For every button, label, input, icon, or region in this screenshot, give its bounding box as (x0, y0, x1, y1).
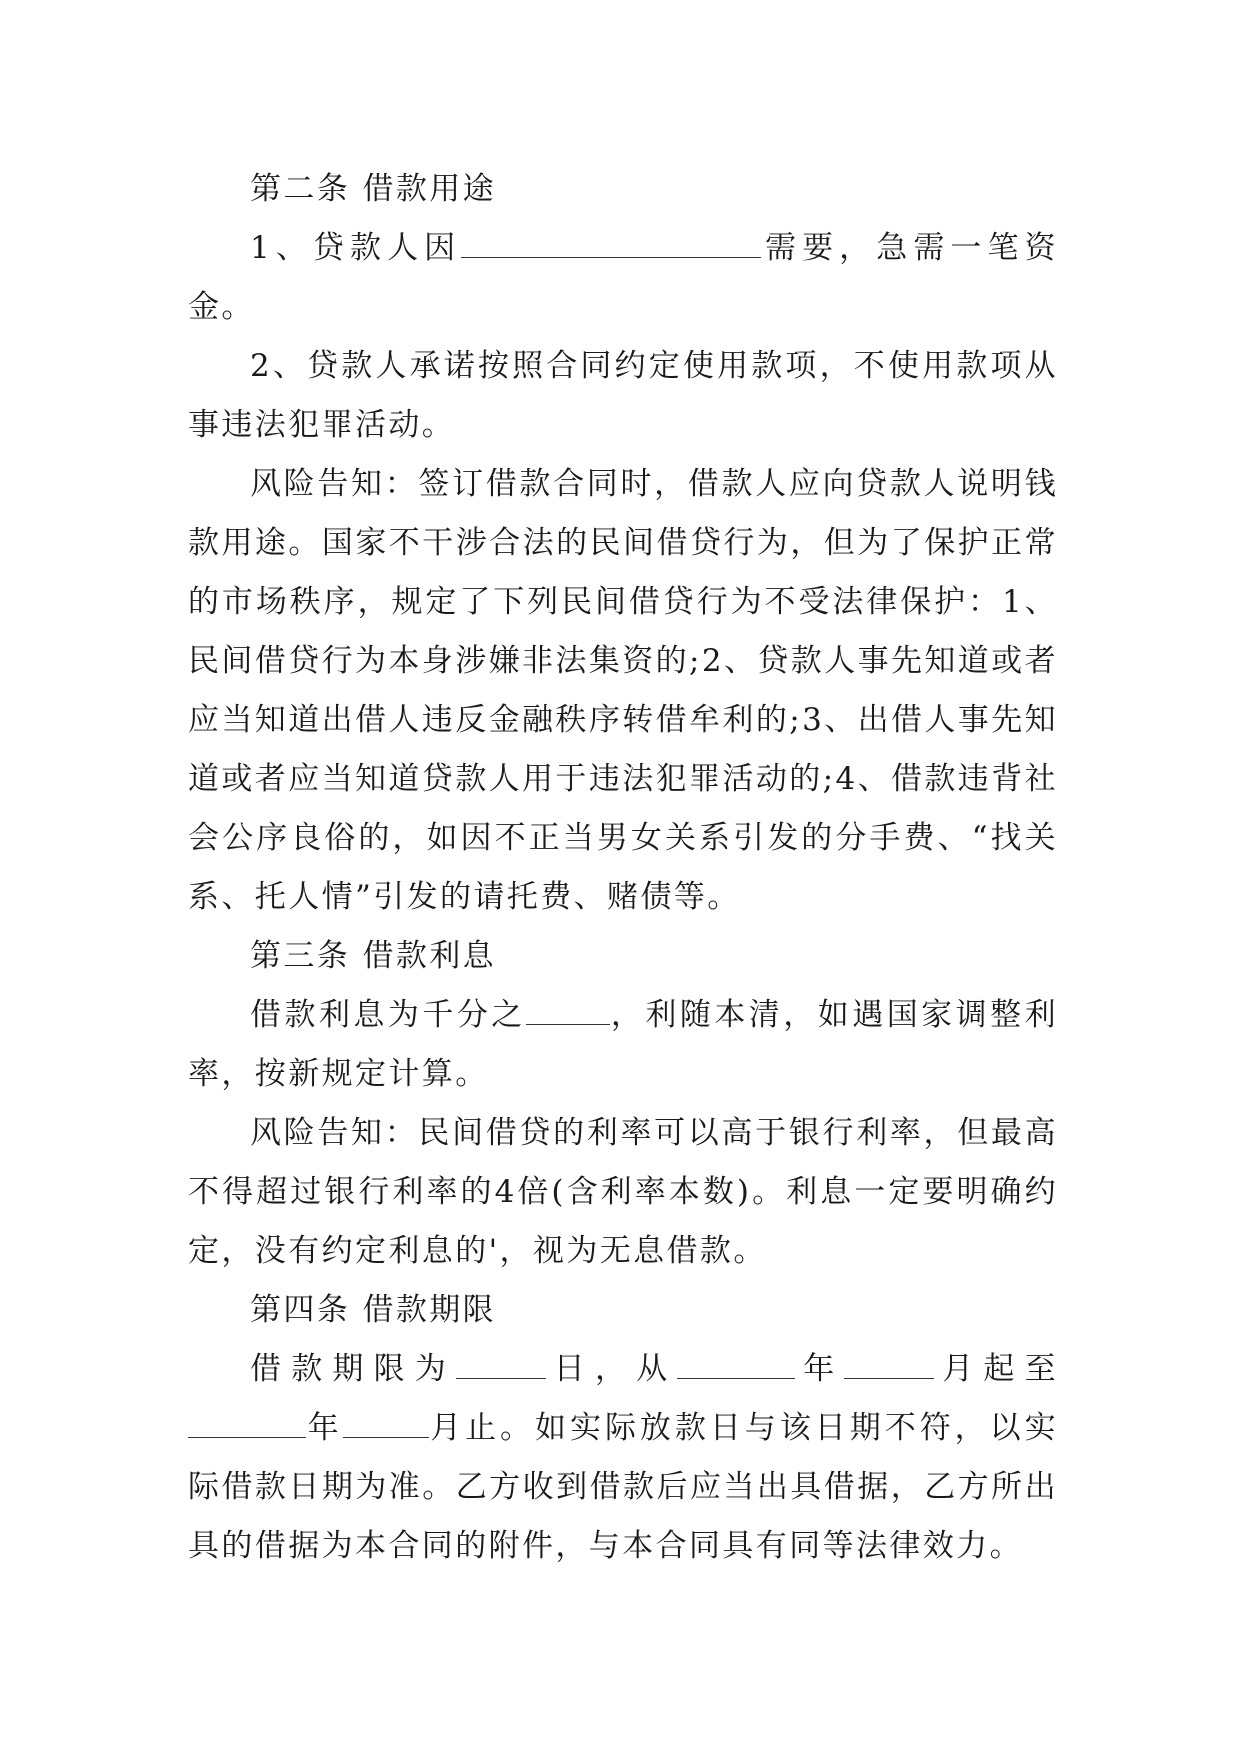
clause-text: 1、贷款人因 (250, 230, 462, 266)
clause-text: 月起至 (934, 1351, 1059, 1387)
article-2-clause-1 (188, 219, 1058, 337)
blank-start-month (844, 1348, 934, 1379)
clause-text: 需要，急需一笔资金。 (188, 230, 1059, 325)
article-3-title: 第三条 借款利息 (250, 938, 497, 974)
contract-body (188, 160, 1058, 1576)
clause-text: 月止。如实际放款日与该日期不符，以实际借款日期为准。乙方收到借款后应当出具借据，乙方所出具的借据为本合同的附件，与本合同具有同等法律效力。 (188, 1410, 1058, 1564)
article-4-line-2 (188, 1399, 1058, 1576)
blank-start-year (677, 1348, 795, 1379)
article-4-line-1 (188, 1340, 1058, 1399)
clause-text: 借款利息为千分之 (250, 997, 526, 1033)
clause-text: 年 (795, 1351, 845, 1387)
article-2-clause-2: 2、贷款人承诺按照合同约定使用款项，不使用款项从事违法犯罪活动。 (188, 348, 1058, 443)
blank-purpose (461, 227, 761, 258)
article-4-title: 第四条 借款期限 (250, 1292, 497, 1328)
clause-text: 年 (306, 1410, 343, 1446)
article-2-risk-notice: 风险告知：签订借款合同时，借款人应向贷款人说明钱款用途。国家不干涉合法的民间借贷行为，但为了保护正常的市场秩序，规定了下列民间借贷行为不受法律保护：1、民间借贷行为本身涉嫌非法集资的;2、贷款人事先知道或者应当知道出借人违反金融秩序转借牟利的;3、出借人事先知道或者应当知道贷款人用于违法犯罪活动的;4、借款违背社会公序良俗的，如因不正当男女关系引发的分手费、“找关系、托人情”引发的请托费、赌债等。 (188, 466, 1058, 915)
clause-text: ，利随本清，如遇国家调整利率，按新规定计算。 (188, 997, 1058, 1092)
clause-text: 日，从 (546, 1351, 678, 1387)
article-3-risk-notice: 风险告知：民间借贷的利率可以高于银行利率，但最高不得超过银行利率的4倍(含利率本数)。利息一定要明确约定，没有约定利息的'，视为无息借款。 (188, 1115, 1058, 1269)
clause-text: 借款期限为 (250, 1351, 456, 1387)
blank-end-year (188, 1407, 306, 1438)
blank-interest-rate (526, 994, 610, 1025)
article-2-title: 第二条 借款用途 (250, 171, 497, 207)
blank-days (456, 1348, 546, 1379)
blank-end-month (343, 1407, 429, 1438)
article-3-clause-1 (188, 986, 1058, 1104)
